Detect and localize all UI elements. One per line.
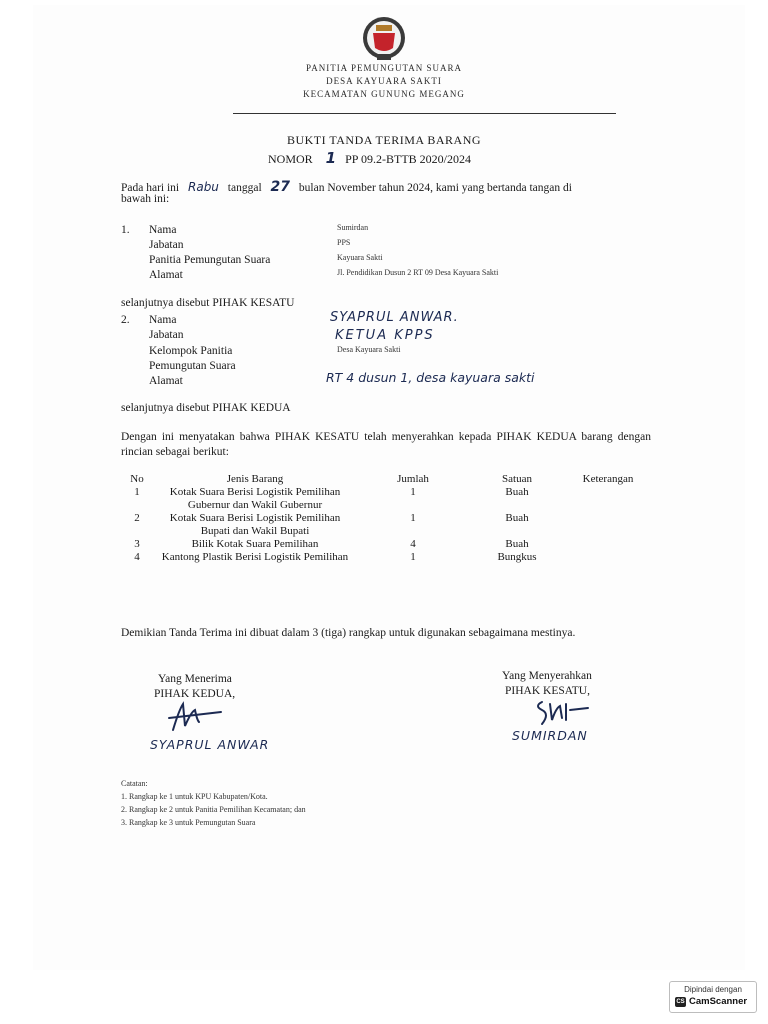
cell-jenis: Bilik Kotak Suara Pemilihan	[191, 538, 319, 550]
nomor-label: NOMOR	[268, 152, 313, 166]
table-header-row	[121, 472, 651, 486]
giver-label-2: PIHAK KESATU,	[505, 685, 590, 697]
party1-suffix: selanjutnya disebut PIHAK KESATU	[121, 297, 295, 309]
receiver-signature-icon	[165, 700, 225, 736]
notes-item: 2. Rangkap ke 2 untuk Panitia Pemilihan Kecamatan; dan	[121, 805, 306, 814]
party1-label-alamat: Alamat	[149, 269, 183, 281]
intro-text-2: tanggal	[227, 182, 262, 194]
cell-keterangan	[565, 551, 651, 564]
cell-jumlah: 1	[410, 551, 416, 563]
nomor-suffix: PP 09.2-BTTB 2020/2024	[345, 152, 472, 166]
giver-name: SUMIRDAN	[512, 728, 588, 743]
statement-paragraph: Dengan ini menyatakan bahwa PIHAK KESATU telah menyerahkan kepada PIHAK KEDUA barang dengan rincian sebagai berikut:	[121, 431, 651, 458]
notes-item: 1. Rangkap ke 1 untuk KPU Kabupaten/Kota.	[121, 792, 268, 801]
intro-day: Rabu	[188, 180, 219, 194]
party2-label-jabatan: Jabatan	[149, 329, 184, 341]
party2-value-alamat: RT 4 dusun 1, desa kayuara sakti	[326, 370, 535, 385]
col-header-jenis: Jenis Barang	[226, 473, 284, 485]
cell-satuan: Buah	[505, 486, 529, 498]
header-line-2: DESA KAYUARA SAKTI	[326, 76, 442, 86]
cell-no: 1	[134, 486, 140, 498]
camscanner-watermark	[669, 981, 757, 1013]
party2-value-kelompok: Desa Kayuara Sakti	[337, 345, 401, 354]
party1-label-nama: Nama	[149, 224, 177, 236]
doc-number	[268, 149, 471, 167]
col-header-no: No	[130, 473, 144, 485]
party2-label-nama: Nama	[149, 314, 177, 326]
cell-jumlah: 4	[410, 538, 416, 550]
party2-value-nama: SYAPRUL ANWAR.	[330, 310, 459, 325]
intro-text-3: bulan November tahun 2024, kami yang bertanda tangan di	[298, 182, 572, 194]
doc-title: BUKTI TANDA TERIMA BARANG	[286, 133, 482, 147]
cell-jumlah: 1	[410, 486, 416, 498]
cell-jumlah: 1	[410, 512, 416, 524]
cell-satuan: Buah	[505, 538, 529, 550]
camscanner-brand: CamScanner	[689, 996, 748, 1007]
cell-keterangan	[565, 486, 651, 512]
col-header-jumlah: Jumlah	[397, 473, 429, 485]
party1-label-panitia: Panitia Pemungutan Suara	[149, 254, 271, 266]
intro-date: 27	[270, 179, 291, 195]
party2-value-jabatan: KETUA KPPS	[335, 328, 435, 343]
col-header-satuan: Satuan	[502, 473, 532, 485]
table-row	[121, 551, 651, 564]
col-header-keterangan: Keterangan	[582, 473, 634, 485]
closing-paragraph: Demikian Tanda Terima ini dibuat dalam 3 (tiga) rangkap untuk digunakan sebagaimana mestinya.	[121, 627, 576, 639]
table-row	[121, 512, 651, 538]
cell-no: 2	[134, 512, 140, 524]
receiver-name: SYAPRUL ANWAR	[150, 737, 270, 752]
giver-signature-icon	[530, 694, 590, 730]
table-row	[121, 538, 651, 551]
camscanner-logo-icon: CS	[676, 999, 685, 1005]
cell-satuan: Buah	[505, 512, 529, 524]
cell-jenis: Kantong Plastik Berisi Logistik Pemilihan	[161, 551, 349, 563]
header-line-3: KECAMATAN GUNUNG MEGANG	[303, 89, 465, 99]
party1-value-jabatan: PPS	[337, 238, 351, 247]
cell-keterangan	[565, 512, 651, 538]
nomor-value: 1	[325, 149, 337, 167]
party1-number: 1.	[121, 224, 130, 236]
cell-jenis: Kotak Suara Berisi Logistik Pemilihan Bupati dan Wakil Bupati	[169, 512, 341, 537]
party1-value-nama: Sumirdan	[337, 223, 369, 232]
camscanner-caption: Dipindai dengan	[684, 985, 742, 994]
kpu-logo-icon	[361, 14, 407, 64]
items-table	[121, 472, 651, 564]
party2-label-pemungutan: Pemungutan Suara	[149, 360, 236, 372]
giver-label-1: Yang Menyerahkan	[502, 670, 592, 682]
party2-suffix: selanjutnya disebut PIHAK KEDUA	[121, 402, 291, 414]
intro-line-2: bawah ini:	[121, 193, 170, 205]
cell-no: 3	[134, 538, 140, 550]
receiver-label-1: Yang Menerima	[158, 673, 232, 685]
header-divider	[233, 113, 616, 114]
party1-label-jabatan: Jabatan	[149, 239, 184, 251]
cell-no: 4	[134, 551, 140, 563]
cell-satuan: Bungkus	[497, 551, 537, 563]
party2-number: 2.	[121, 314, 130, 326]
party2-label-alamat: Alamat	[149, 375, 183, 387]
intro-text-1: Pada hari ini	[121, 182, 180, 194]
party1-value-panitia: Kayuara Sakti	[337, 253, 383, 262]
cell-jenis: Kotak Suara Berisi Logistik Pemilihan Gubernur dan Wakil Gubernur	[169, 486, 341, 511]
party2-label-kelompok: Kelompok Panitia	[149, 345, 233, 357]
receiver-label-2: PIHAK KEDUA,	[154, 688, 236, 700]
header-line-1: PANITIA PEMUNGUTAN SUARA	[306, 63, 462, 73]
intro-line-1	[121, 179, 572, 195]
table-row	[121, 486, 651, 512]
notes-title: Catatan:	[121, 779, 148, 788]
notes-item: 3. Rangkap ke 3 untuk Pemungutan Suara	[121, 818, 256, 827]
cell-keterangan	[565, 538, 651, 551]
party1-value-alamat: Jl. Pendidikan Dusun 2 RT 09 Desa Kayuara Sakti	[337, 268, 499, 277]
